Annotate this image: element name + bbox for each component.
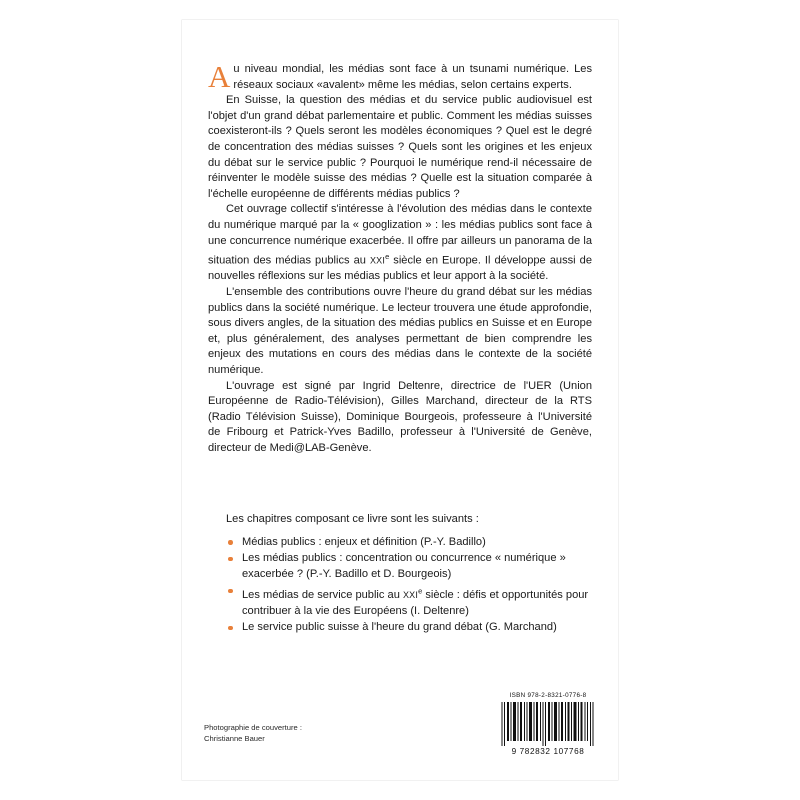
blurb-paragraph-4: L'ensemble des contributions ouvre l'heure du grand débat sur les médias publics dans la société numérique. Le lecteur trouvera une étude approfondie, sous divers angles, de la situation des médias publics en Suisse et en Europe et, plus généralement, des analyses permettant de bien comprendre les enjeux des mutations en cours des médias dans le contexte de la société numérique. (208, 286, 592, 376)
chapters-list-section (226, 512, 598, 637)
chapter-label: Les médias publics : concentration ou concurrence « numérique » exacerbée ? (P.-Y. Badillo et D. Bourgeois) (242, 552, 566, 580)
page-gutter-left (0, 0, 182, 800)
bullet-icon (228, 589, 233, 594)
chapter-label: Le service public suisse à l'heure du grand débat (G. Marchand) (242, 621, 557, 634)
bullet-icon (228, 540, 233, 545)
list-item (226, 583, 598, 619)
blurb-paragraph-3: Cet ouvrage collectif s'intéresse à l'évolution des médias dans le contexte du numérique marqué par la « googlization » : les médias publics sont face à une concurrence numérique exacerbée. Il offre par ailleurs un panorama de la situation des médias publics au XXIe siècle en Europe. Il développe aussi de nouvelles réflexions sur les médias publics et leur apport à la société. (208, 203, 592, 283)
chapter-label: Médias publics : enjeux et définition (P.-Y. Badillo) (242, 535, 486, 548)
list-item (226, 551, 598, 582)
page-gutter-right (618, 0, 800, 800)
blurb-paragraph-5: L'ouvrage est signé par Ingrid Deltenre, directrice de l'UER (Union Européenne de Radio-Télévision), Gilles Marchand, directeur de la RTS (Radio Télévision Suisse), Dominique Bourgeois, professeure à l'Université de Fribourg et Patrick-Yves Badillo, professeur à l'Université de Genève, directeur de Medi@LAB-Genève. (208, 379, 592, 454)
photo-credit-line1: Photographie de couverture : (204, 723, 302, 732)
isbn-barcode-block (500, 692, 596, 756)
blurb-paragraph-1-text: u niveau mondial, les médias sont face à un tsunami numérique. Les réseaux sociaux «avalent» même les médias, selon certains experts. (233, 63, 592, 91)
chapters-list (226, 535, 598, 636)
book-back-cover (182, 20, 618, 780)
photo-credit (204, 722, 404, 744)
list-item (226, 620, 598, 636)
photo-credit-line2: Christianne Bauer (204, 734, 265, 743)
blurb-paragraph-1 (208, 59, 592, 94)
barcode-icon (500, 702, 596, 746)
list-item (226, 535, 598, 551)
barcode-digits: 9 782832 107768 (511, 746, 585, 756)
blurb-paragraph-2: En Suisse, la question des médias et du service public audiovisuel est l'objet d'un grand débat parlementaire et public. Comment les médias suisses coexisteront-ils ? Quels seront les modèles économiques ? Quel est le degré de concentration des médias suisses ? Quels sont les origines et les enjeux du débat sur le service public ? Pourquoi le numérique rend-il nécessaire de réinventer le modèle suisse des médias ? Quelle est la situation comparée à l'échelle européenne de différents médias publics ? (208, 94, 592, 200)
drop-cap: A (208, 59, 231, 94)
chapter-label: Les médias de service public au XXIe siècle : défis et opportunités pour contribuer à la vie des Européens (I. Deltenre) (242, 586, 589, 617)
isbn-label: ISBN 978-2-8321-0776-8 (509, 692, 587, 699)
chapters-intro: Les chapitres composant ce livre sont les suivants : (226, 513, 479, 525)
bullet-icon (228, 557, 233, 562)
bullet-icon (228, 626, 233, 631)
blurb-text (208, 59, 592, 457)
